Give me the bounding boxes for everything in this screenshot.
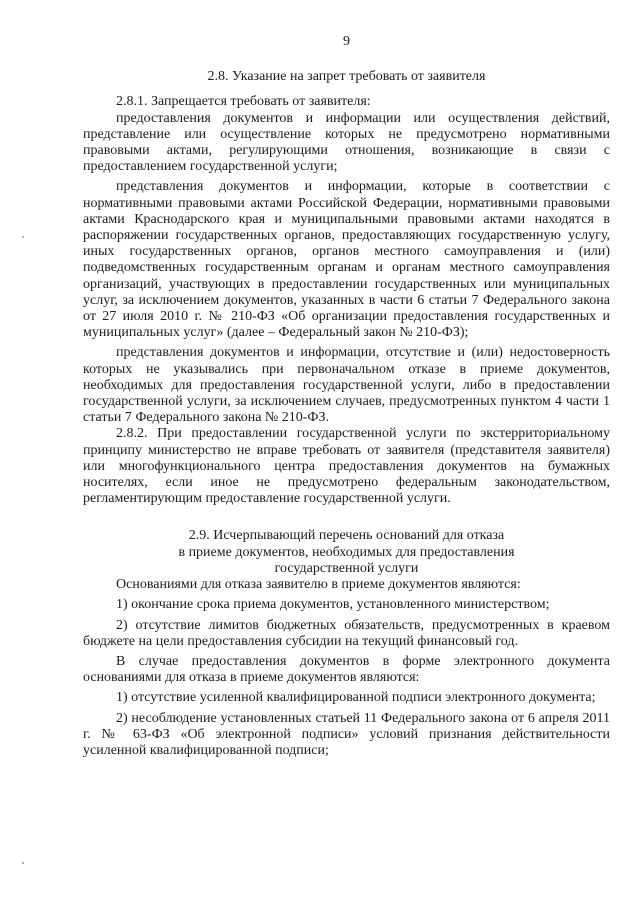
electronic-ground-item: 1) отсутствие усиленной квалифицированной подписи электронного документа;: [116, 690, 596, 706]
ground-item: 2) отсутствие лимитов бюджетных обязательств, предусмотренных в краевом бюджете на цели предоставления субсидии на текущий финансовый год.: [83, 617, 610, 649]
clause-2-8-2: 2.8.2. При предоставлении государственной услуги по экстерриториальному принципу министерство не вправе требовать от заявителя (представителя заявителя) или многофункционального центра предоставления документов на бумажных носителях, если иное не предусмотрено федеральным законодательством, регламентирующим предоставление государственной услуги.: [83, 426, 610, 507]
section-heading-line: в приеме документов, необходимых для предоставления: [178, 544, 515, 560]
grounds-intro: Основаниями для отказа заявителю в приеме документов являются:: [116, 577, 521, 593]
electronic-grounds-intro: В случае предоставления документов в форме электронного документа основаниями для отказа в приеме документов являются:: [83, 653, 610, 686]
prohibition-item: представления документов и информации, отсутствие и (или) недостоверность которых не указывались при первоначальном отказе в приеме документов, необходимых для предоставления государственной услуги, либо в предоставлении государственной услуги, за исключением случаев, предусмотренных пунктом 4 части 1 статьи 7 Федерального закона № 210-ФЗ.: [83, 345, 610, 426]
prohibition-item: представления документов и информации, которые в соответствии с нормативными правовыми актами Российской Федерации, нормативными правовыми актами Краснодарского края и муниципальными правовыми актами находятся в распоряжении государственных органов, предоставляющих государственную услугу, иных государственных органов, органов местного самоуправления и (или) подведомственных государственным органам и органам местного самоуправления организаций, участвующих в предоставлении государственных или муниципальных услуг, за исключением документов, указанных в части 6 статьи 7 Федерального закона от 27 июля 2010 г. № 210-ФЗ «Об организации предоставления государственных и муниципальных услуг» (далее – Федеральный закон № 210-ФЗ);: [83, 179, 610, 341]
scan-speck: [22, 862, 24, 864]
section-heading-line: 2.9. Исчерпывающий перечень оснований для отказа: [188, 528, 505, 544]
clause-2-8-1: 2.8.1. Запрещается требовать от заявителя:: [116, 94, 371, 110]
ground-item: 1) окончание срока приема документов, установленного министерством;: [116, 597, 550, 613]
electronic-ground-item: 2) несоблюдение установленных статьей 11 Федерального закона от 6 апреля 2011 г. № 63-ФЗ «Об электронной подписи» условий признания действительности усиленной квалифицированной подписи;: [83, 710, 610, 758]
section-heading-line: государственной услуги: [274, 560, 419, 576]
scan-speck: [22, 236, 24, 238]
prohibition-item: предоставления документов и информации или осуществления действий, представление или осуществление которых не предусмотрено нормативными правовыми актами, регулирующими отношения, возникающие в связи с предоставлением государственной услуги;: [83, 110, 610, 175]
section-heading: 2.8. Указание на запрет требовать от заявителя: [207, 69, 486, 85]
section-2-8: [83, 69, 610, 507]
page-number: 9: [343, 34, 350, 49]
section-2-9: [83, 528, 610, 759]
